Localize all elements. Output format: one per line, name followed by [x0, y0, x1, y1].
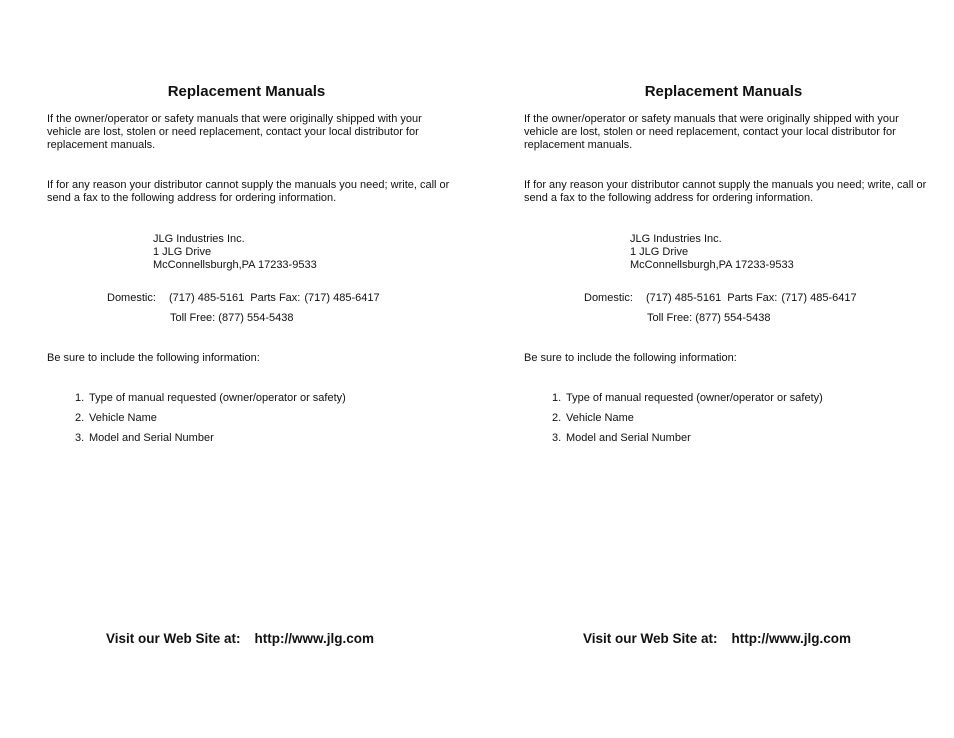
list-item	[552, 412, 823, 432]
info-list	[552, 392, 823, 452]
list-item-text: Model and Serial Number	[89, 432, 214, 444]
website-link[interactable]: http://www.jlg.com	[254, 631, 375, 646]
list-item	[552, 392, 823, 412]
list-item	[75, 412, 346, 432]
intro-paragraph: If the owner/operator or safety manuals that were originally shipped with your vehicle are lost, stolen or need replacement, contact your local distributor for replacement manuals.	[524, 113, 899, 152]
address-line-city: McConnellsburgh,PA 17233-9533	[153, 259, 317, 271]
tollfree-line: Toll Free: (877) 554-5438	[170, 312, 294, 324]
page-title: Replacement Manuals	[167, 83, 326, 100]
distributor-paragraph: If for any reason your distributor cannot supply the manuals you need; write, call or send a fax to the following address for ordering information.	[47, 179, 450, 205]
list-item	[552, 432, 823, 452]
fax-number: (717) 485-6417	[781, 292, 857, 304]
list-item-number: 1.	[75, 392, 85, 404]
list-item-text: Model and Serial Number	[566, 432, 691, 444]
info-list	[75, 392, 346, 452]
domestic-number: (717) 485-5161	[646, 292, 722, 304]
mailing-address	[630, 233, 794, 272]
domestic-label: Domestic:	[584, 292, 633, 304]
list-item-text: Type of manual requested (owner/operator or safety)	[566, 392, 823, 404]
phone-line	[107, 292, 380, 305]
intro-paragraph: If the owner/operator or safety manuals that were originally shipped with your vehicle are lost, stolen or need replacement, contact your local distributor for replacement manuals.	[47, 113, 422, 152]
list-item	[75, 432, 346, 452]
fax-number: (717) 485-6417	[304, 292, 380, 304]
address-line-city: McConnellsburgh,PA 17233-9533	[630, 259, 794, 271]
website-link[interactable]: http://www.jlg.com	[731, 631, 852, 646]
address-line-street: 1 JLG Drive	[630, 246, 689, 258]
list-item-number: 2.	[75, 412, 85, 424]
domestic-number: (717) 485-5161	[169, 292, 245, 304]
address-line-company: JLG Industries Inc.	[153, 233, 245, 245]
distributor-paragraph: If for any reason your distributor cannot supply the manuals you need; write, call or send a fax to the following address for ordering information.	[524, 179, 927, 205]
website-label: Visit our Web Site at:	[583, 631, 718, 646]
list-item-text: Type of manual requested (owner/operator or safety)	[89, 392, 346, 404]
list-item	[75, 392, 346, 412]
list-item-number: 2.	[552, 412, 562, 424]
right-panel	[477, 0, 954, 738]
mailing-address	[153, 233, 317, 272]
address-line-street: 1 JLG Drive	[153, 246, 212, 258]
list-item-text: Vehicle Name	[89, 412, 157, 424]
website-line	[106, 631, 374, 647]
page-title: Replacement Manuals	[644, 83, 803, 100]
list-item-number: 3.	[75, 432, 85, 444]
fax-label: Parts Fax:	[250, 292, 301, 304]
domestic-label: Domestic:	[107, 292, 156, 304]
include-instructions: Be sure to include the following information:	[47, 352, 260, 364]
fax-label: Parts Fax:	[727, 292, 778, 304]
list-item-number: 3.	[552, 432, 562, 444]
website-label: Visit our Web Site at:	[106, 631, 241, 646]
website-line	[583, 631, 851, 647]
list-item-text: Vehicle Name	[566, 412, 634, 424]
include-instructions: Be sure to include the following information:	[524, 352, 737, 364]
tollfree-line: Toll Free: (877) 554-5438	[647, 312, 771, 324]
phone-line	[584, 292, 857, 305]
list-item-number: 1.	[552, 392, 562, 404]
address-line-company: JLG Industries Inc.	[630, 233, 722, 245]
